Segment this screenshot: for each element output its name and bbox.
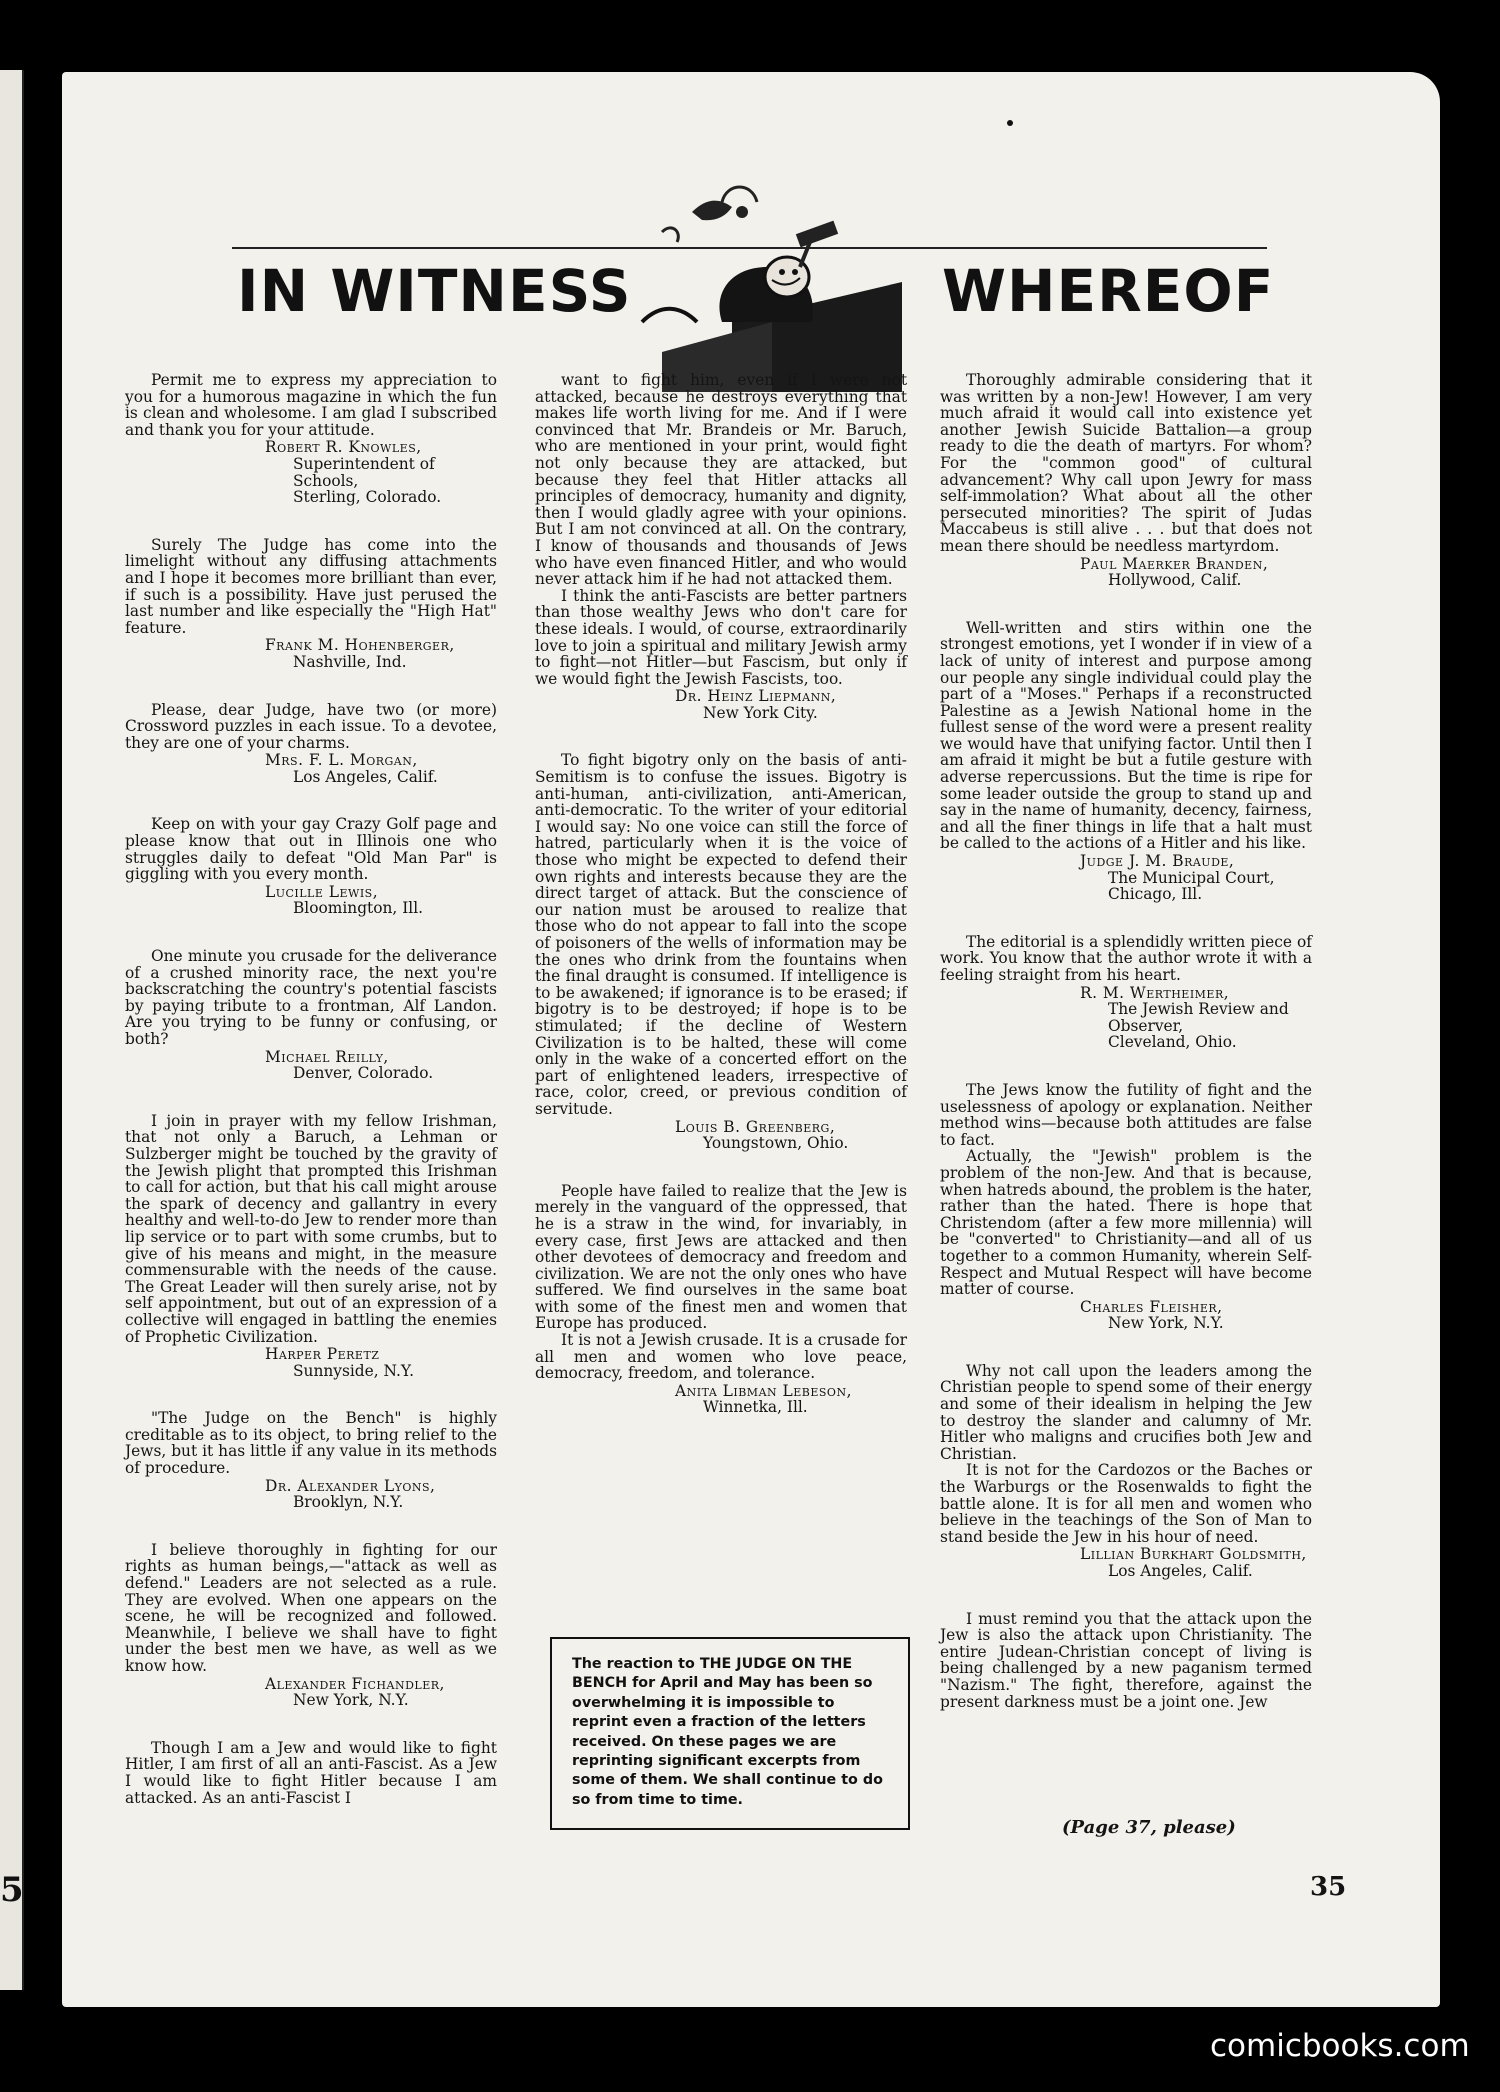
letter-location: Sterling, Colorado.	[293, 488, 442, 507]
letter-signature: Frank M. Hohenberger,	[265, 636, 455, 655]
letter-location: New York, N.Y.	[293, 1691, 409, 1710]
letter-location: Hollywood, Calif.	[1108, 571, 1242, 590]
reader-letter	[940, 1363, 1312, 1580]
letter-location: Denver, Colorado.	[293, 1064, 434, 1083]
letter-location: New York City.	[703, 703, 818, 722]
letter-paragraph: want to fight him, even if I were not attacked, because he destroys everything that makes life worth living for me. And if I were convinced that Mr. Brandeis or Mr. Baruch, who are mentioned in your print, would fight not only because they are attacked, but because they feel that Hitler attacks all principles of democracy, humanity and dignity, then I would gladly agree with your opinions. But I am not convinced at all. On the contrary, I know of thousands and thousands of Jews who have even financed Hitler, and who would never attack him if he had not attacked them.	[535, 371, 907, 589]
watermark: comicbooks.com	[1210, 2028, 1470, 2064]
letter-paragraph: Surely The Judge has come into the limelight without any diffusing attachments and I hope it becomes more brilliant than ever, if such is a possibility. Have just perused the last number and like especially the "High Hat" feature.	[125, 535, 497, 637]
letter-paragraph: It is not for the Cardozos or the Baches or the Warburgs or the Rosenwalds to fight the battle alone. It is for all men and women who believe in the teachings of the Son of Man to stand beside the Jew in his hour of need.	[940, 1461, 1312, 1546]
letter-paragraph: The Jews know the futility of fight and the uselessness of apology or explanation. Neither method wins—because both attitudes are false to fact.	[940, 1080, 1312, 1149]
letter-paragraph: I believe thoroughly in fighting for our rights as human beings,—"attack as well as defend." Leaders are not selected as a rule. They are evolved. When one appears on the scene, he will be recognized and followed. Meanwhile, I believe we shall have to fight under the best men we have, as well as we know how.	[125, 1540, 497, 1675]
letter-location: New York, N.Y.	[1108, 1314, 1224, 1333]
reader-letter	[125, 372, 497, 506]
letter-paragraph: Keep on with your gay Crazy Golf page and please know that out in Illinois one who struggles daily to defeat "Old Man Par" is giggling with you every month.	[125, 815, 497, 884]
letter-signature: Lillian Burkhart Goldsmith,	[1080, 1545, 1307, 1564]
reader-letter	[125, 816, 497, 917]
title-right: WHEREOF	[942, 257, 1275, 325]
reader-letter	[940, 620, 1312, 903]
reader-letter	[125, 702, 497, 786]
letter-paragraph: I join in prayer with my fellow Irishman, that not only a Baruch, a Lehman or Sulzberger might be touched by the gravity of the Jewish plight that prompted this Irishman to call for action, but that his call might arouse the spark of decency and gallantry in every healthy and well-to-do Jew to render more than lip service or to part with some crumbs, but to give of his means and might, in the measure commensurable with the needs of the cause. The Great Leader will then surely arise, not by self appointment, but out of an expression of a collective will engaged in battling the enemies of Prophetic Civilization.	[125, 1111, 497, 1346]
letter-location: Bloomington, Ill.	[293, 899, 424, 918]
letter-signature: Mrs. F. L. Morgan,	[265, 751, 418, 770]
previous-page-number: 5	[0, 1870, 24, 1910]
reader-letter	[125, 537, 497, 671]
letter-signature: Judge J. M. Braude,	[1080, 852, 1235, 871]
reader-letter	[940, 934, 1312, 1051]
letter-location: Winnetka, Ill.	[703, 1398, 808, 1417]
letter-location: The Municipal Court,	[1108, 868, 1275, 887]
letter-location: Brooklyn, N.Y.	[293, 1493, 404, 1512]
letter-paragraph: I must remind you that the attack upon the Jew is also the attack upon Christianity. The entire Judean-Christian concept of living is being challenged by a new paganism termed "Nazism." The fight, therefore, against the present darkness must be a joint one. Jew	[940, 1609, 1312, 1711]
reader-letter	[125, 948, 497, 1082]
column-3	[940, 372, 1312, 1710]
reader-letter	[940, 1082, 1312, 1332]
letter-paragraph: Why not call upon the leaders among the Christian people to spend some of their energy and some of their idealism in helping the Jew to destroy the slander and calumny of Mr. Hitler who maligns and crucifies both Jew and Christian.	[940, 1361, 1312, 1463]
letter-paragraph: To fight bigotry only on the basis of anti-Semitism is to confuse the issues. Bigotry is anti-human, anti-civilization, anti-American, anti-democratic. To the writer of your editorial I would say: No one voice can still the force of hatred, particularly when it is the voice of those who might be expected to defend their own rights and interests because they are the direct target of attack. But the conscience of our nation must be aroused to realize that those who do not appear to fall into the scope of poisoners of the wells of information may be the ones who drink from the fountains when the final draught is consumed. If intelligence is to be awakened; if ignorance is to be erased; if bigotry is to be destroyed; if hope is to be stimulated; if the decline of Western Civilization is to be halted, these will come only in the wake of a concerted effort on the part of enlightened leaders, irrespective of race, color, creed, or previous condition of servitude.	[535, 751, 907, 1118]
magazine-page	[62, 72, 1440, 2007]
title-left: IN WITNESS	[237, 257, 632, 325]
letter-signature: Lucille Lewis,	[265, 882, 379, 901]
letter-paragraph: Please, dear Judge, have two (or more) Crossword puzzles in each issue. To a devotee, they are one of your charms.	[125, 700, 497, 752]
reader-letter	[125, 1542, 497, 1709]
letter-signature: Paul Maerker Branden,	[1080, 554, 1269, 573]
judge-bench-illustration	[602, 172, 902, 392]
letter-location: Nashville, Ind.	[293, 652, 407, 671]
column-2	[535, 372, 907, 1416]
letter-signature: Anita Libman Lebeson,	[675, 1381, 852, 1400]
reader-letter	[125, 1113, 497, 1380]
letter-location: Chicago, Ill.	[1108, 885, 1203, 904]
editor-notice-box: The reaction to THE JUDGE ON THE BENCH for April and May has been so overwhelming it is impossible to reprint even a fraction of the letters received. On these pages we are reprinting significant excerpts from some of them. We shall continue to do so from time to time.	[550, 1637, 910, 1830]
reader-letter	[940, 372, 1312, 589]
letter-paragraph: Actually, the "Jewish" problem is the problem of the non-Jew. And that is because, when hatreds abound, the problem is the hater, rather than the hated. There is hope that Christendom (after a few more millennia) will be "converted" to Christianity—and all of us together to a common Humanity, wherein Self-Respect and Mutual Respect will have become matter of course.	[940, 1147, 1312, 1299]
letter-paragraph: The editorial is a splendidly written piece of work. You know that the author wrote it with a feeling straight from his heart.	[940, 932, 1312, 984]
letter-signature: Robert R. Knowles,	[265, 438, 422, 457]
letter-paragraph: People have failed to realize that the Jew is merely in the vanguard of the oppressed, that he is a straw in the wind, for invariably, in every case, first Jews are attacked and then other devotees of democracy and freedom and civilization. We are not the only ones who have suffered. We find ourselves in the same boat with some of the finest men and women that Europe has produced.	[535, 1181, 907, 1333]
letter-paragraph: Permit me to express my appreciation to you for a humorous magazine in which the fun is clean and wholesome. I am glad I subscribed and thank you for your attitude.	[125, 371, 497, 439]
letter-paragraph: "The Judge on the Bench" is highly creditable as to its object, to bring relief to the Jews, but it has little if any value in its methods of procedure.	[125, 1409, 497, 1478]
reader-letter	[535, 752, 907, 1151]
reader-letter	[125, 1410, 497, 1511]
letter-location: Los Angeles, Calif.	[1108, 1562, 1253, 1580]
letter-location: Cleveland, Ohio.	[1108, 1033, 1237, 1052]
letter-signature: Michael Reilly,	[265, 1047, 389, 1066]
letter-signature: Harper Peretz	[265, 1345, 380, 1364]
letter-location: Youngstown, Ohio.	[703, 1134, 849, 1153]
letter-location: Sunnyside, N.Y.	[293, 1361, 414, 1380]
previous-page-edge	[0, 70, 24, 1990]
letter-location: Los Angeles, Calif.	[293, 767, 438, 786]
letter-paragraph: Well-written and stirs within one the strongest emotions, yet I wonder if in view of a lack of unity of interest and purpose among our people any single individual could play the part of a "Moses." Perhaps if a reconstructed Palestine as a Jewish National home in the fullest sense of the word were a present reality we would have that unifying factor. Until then I am afraid it might be but a futile gesture with adverse repercussions. But the time is ripe for some leader outside the group to stand up and say in the name of humanity, decency, fairness, and all the finer things in life that a halt must be called to the actions of a Hitler and his like.	[940, 618, 1312, 853]
letter-location: The Jewish Review and Observer,	[1108, 1000, 1289, 1035]
column-1	[125, 372, 497, 1806]
letter-paragraph: Thoroughly admirable considering that it was written by a non-Jew! However, I am very much afraid it would call into existence yet another Jewish Suicide Battalion—a group ready to die the death of martyrs. For whom? For the "common good" of cultural advancement? Why call upon Jewry for mass self-immolation? What about all the other persecuted minorities? The spirit of Judas Maccabeus is still alive . . . but that does not mean there should be needless martyrdom.	[940, 371, 1312, 555]
letter-signature: R. M. Wertheimer,	[1080, 983, 1230, 1002]
reader-letter	[535, 372, 907, 721]
reader-letter	[125, 1740, 497, 1806]
ink-dot	[1007, 120, 1013, 126]
letter-paragraph: It is not a Jewish crusade. It is a crusade for all men and women who love peace, democracy, freedom, and tolerance.	[535, 1331, 907, 1383]
letter-signature: Alexander Fichandler,	[265, 1674, 445, 1693]
letter-signature: Dr. Heinz Liepmann,	[675, 687, 837, 706]
letter-paragraph: One minute you crusade for the deliverance of a crushed minority race, the next you're backscratching the country's potential fascists by paying tribute to a frontman, Alf Landon. Are you trying to be funny or confusing, or both?	[125, 947, 497, 1048]
letter-signature: Charles Fleisher,	[1080, 1297, 1223, 1316]
continued-note: (Page 37, please)	[1062, 1817, 1236, 1838]
page-number: 35	[1310, 1872, 1347, 1902]
letter-location: Superintendent of Schools,	[293, 454, 435, 490]
letter-paragraph: Though I am a Jew and would like to fight Hitler, I am first of all an anti-Fascist. As a Jew I would like to fight Hitler because I am attacked. As an anti-Fascist I	[125, 1738, 497, 1807]
reader-letter	[535, 1183, 907, 1416]
reader-letter	[940, 1611, 1312, 1711]
letter-paragraph: I think the anti-Fascists are better partners than those wealthy Jews who don't care for these ideals. I would, of course, extraordinarily love to join a spiritual and military Jewish army to fight—not Hitler—but Fascism, but only if we would fight the Jewish Fascists, too.	[535, 586, 907, 688]
letter-signature: Louis B. Greenberg,	[675, 1117, 836, 1136]
letter-signature: Dr. Alexander Lyons,	[265, 1476, 436, 1495]
